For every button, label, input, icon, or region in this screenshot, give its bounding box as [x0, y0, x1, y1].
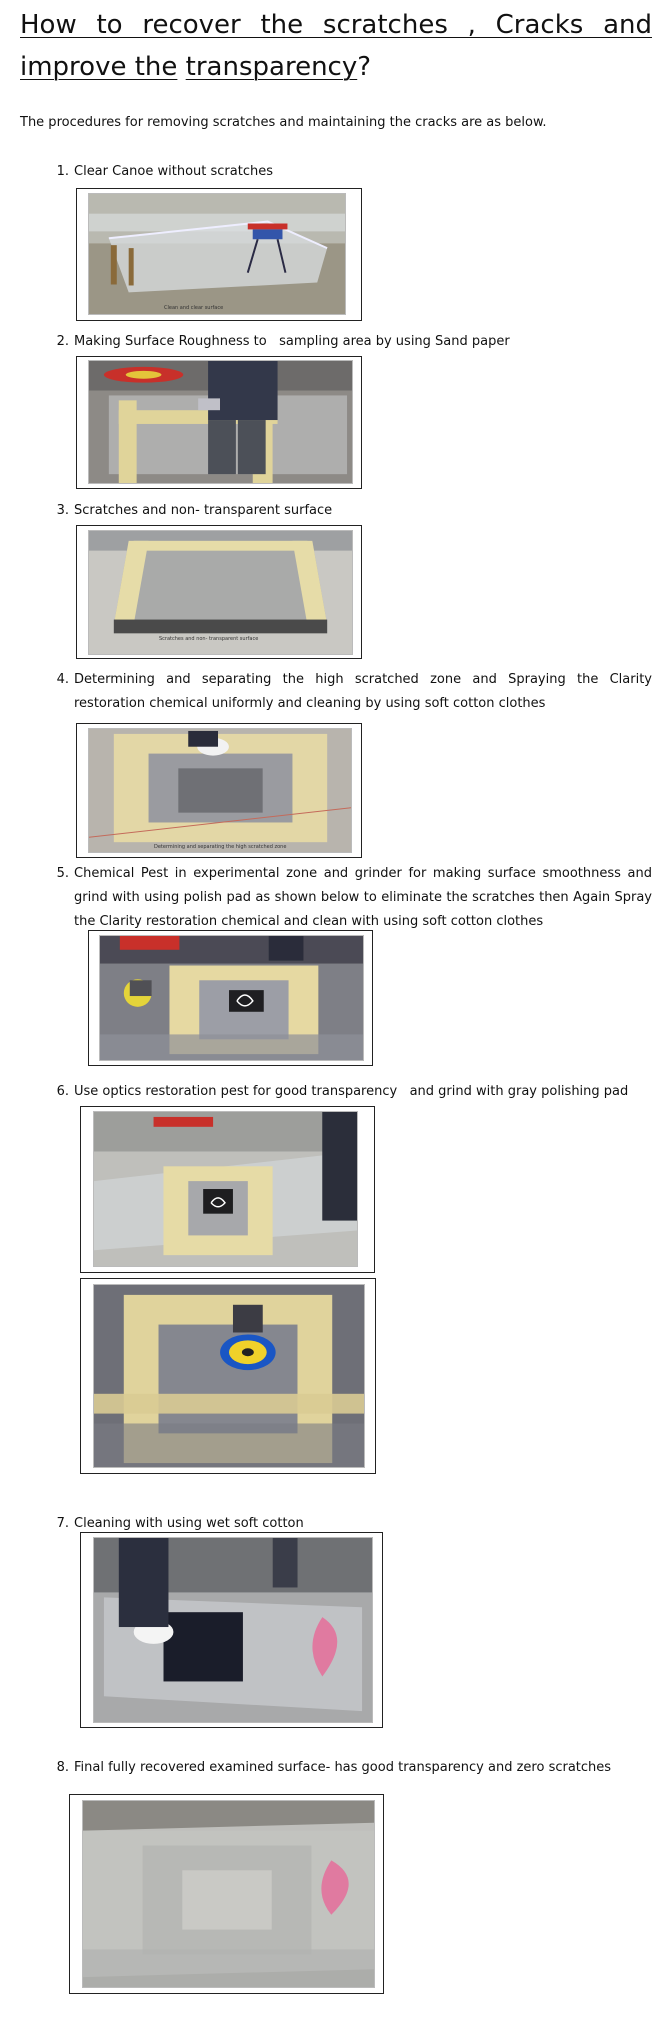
step-5 — [47, 862, 652, 934]
step-2-photo — [88, 360, 353, 484]
step-2 — [47, 330, 652, 354]
step-8 — [47, 1756, 652, 1780]
step-4-photo — [88, 728, 352, 853]
step-number: 2. — [56, 334, 69, 349]
step-text: Use optics restoration pest for good transparency and grind with gray polishing pad — [74, 1084, 629, 1099]
step-text: Cleaning with using wet soft cotton — [74, 1516, 304, 1531]
step-1-photo — [88, 193, 346, 315]
step-6 — [47, 1080, 652, 1104]
step-7-photo — [93, 1537, 373, 1723]
step-3-photo — [88, 530, 353, 655]
step-text: Scratches and non- transparent surface — [74, 503, 333, 518]
step-text: Clear Canoe without scratches — [74, 164, 273, 179]
step-6-photo-b — [93, 1284, 365, 1468]
step-number: 8. — [56, 1760, 69, 1775]
intro-paragraph: The procedures for removing scratches and maintaining the cracks are as below. — [20, 115, 547, 130]
step-6-photo-a — [93, 1111, 358, 1267]
title-question-mark: ? — [357, 52, 372, 82]
step-number: 7. — [56, 1516, 69, 1531]
step-1 — [47, 160, 652, 184]
step-text: Determining and separating the high scratched zone and Spraying the Clarity restoration chemical uniformly and cleaning by using soft cotton clothes — [74, 672, 652, 711]
photo-caption: Clean and clear surface — [164, 305, 224, 311]
step-8-photo — [82, 1800, 375, 1988]
step-number: 5. — [56, 866, 69, 881]
step-number: 1. — [56, 164, 69, 179]
step-number: 4. — [56, 672, 69, 687]
step-4 — [47, 668, 652, 716]
step-text: Final fully recovered examined surface- has good transparency and zero scratches — [74, 1760, 612, 1775]
step-number: 3. — [56, 503, 69, 518]
step-number: 6. — [56, 1084, 69, 1099]
title-line-1: How to recover the scratches , Cracks and improve the — [20, 10, 652, 82]
photo-caption: Determining and separating the high scratched zone — [154, 844, 287, 850]
step-text: Making Surface Roughness to sampling area by using Sand paper — [74, 334, 510, 349]
title-underlined-word: transparency — [185, 52, 358, 82]
step-text: Chemical Pest in experimental zone and grinder for making surface smoothness and grind with using polish pad as shown below to eliminate the scratches then Again Spray the Clarity restoration chemical and clean with using soft cotton clothes — [74, 866, 652, 929]
step-3 — [47, 499, 652, 523]
photo-caption: Scratches and non- transparent surface — [159, 636, 259, 642]
step-5-photo — [99, 935, 364, 1061]
page-title — [20, 4, 652, 88]
